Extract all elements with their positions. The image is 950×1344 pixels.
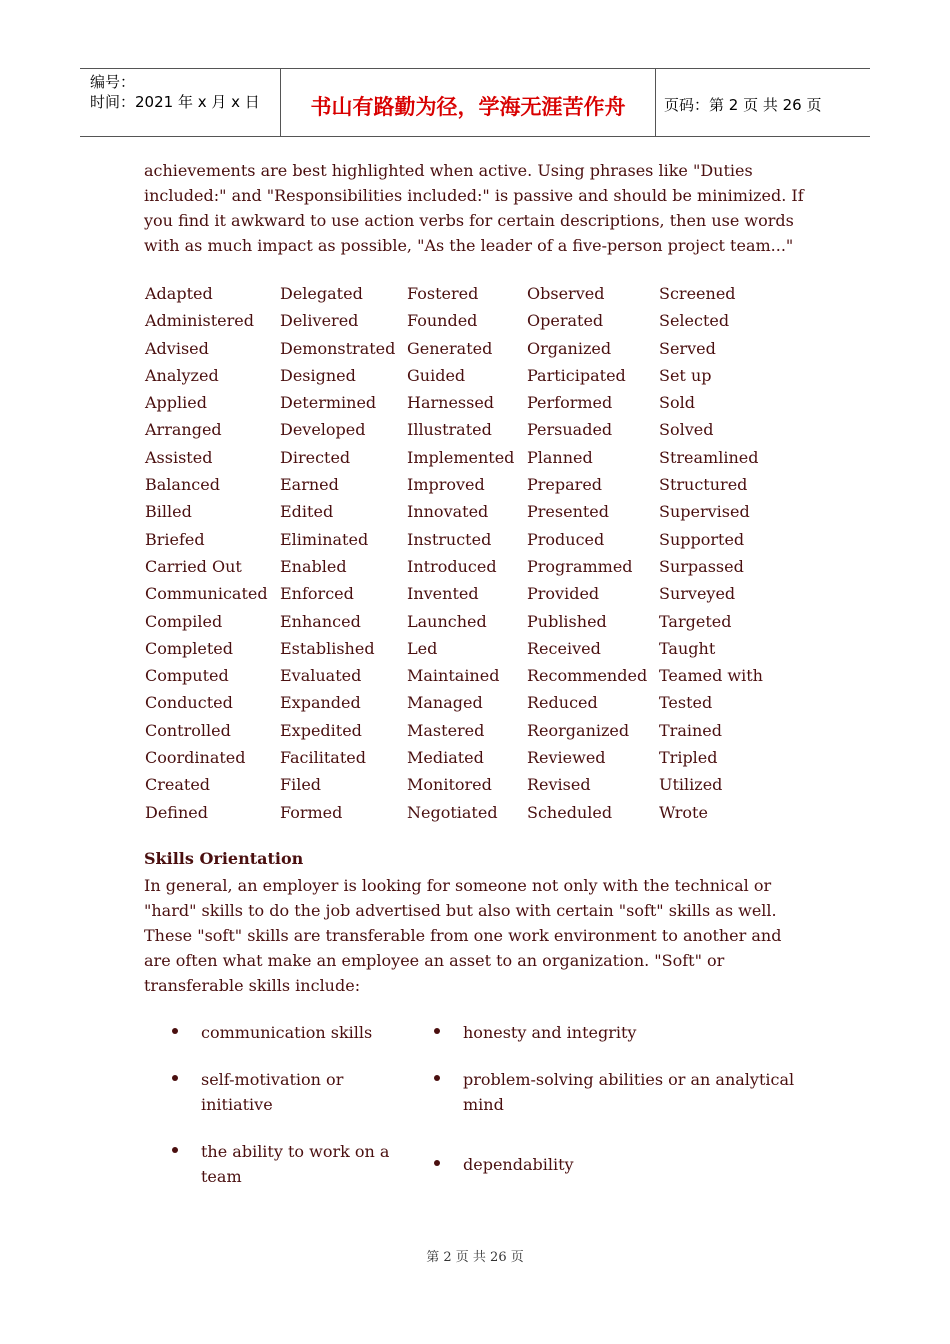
bullet-dot xyxy=(172,1075,178,1081)
action-verb: Received xyxy=(527,638,601,658)
action-verb: Taught xyxy=(659,638,716,658)
verb-column-3 xyxy=(407,281,514,827)
action-verb: Enforced xyxy=(280,584,354,604)
action-verb: Invented xyxy=(407,584,479,604)
action-verb: Harnessed xyxy=(407,393,495,413)
action-verb: Produced xyxy=(527,529,605,549)
action-verb: Reviewed xyxy=(527,748,606,768)
page-footer: 第 2 页 共 26 页 xyxy=(426,1250,524,1265)
action-verb: Managed xyxy=(407,693,483,713)
action-verb: Conducted xyxy=(145,693,233,713)
action-verb: Tripled xyxy=(659,748,718,768)
bullet-dot xyxy=(434,1160,440,1166)
action-verb: Programmed xyxy=(527,556,633,576)
action-verb: Briefed xyxy=(145,529,205,549)
action-verb: Mediated xyxy=(407,748,484,768)
action-verb: Surpassed xyxy=(659,556,744,576)
doc-number-label: 编号： xyxy=(90,73,136,91)
action-verb: Served xyxy=(659,338,716,358)
action-verb: Reduced xyxy=(527,693,598,713)
action-verb: Supported xyxy=(659,529,745,549)
action-verb: Launched xyxy=(407,611,487,631)
action-verb: Negotiated xyxy=(407,802,498,822)
action-verb: Balanced xyxy=(145,475,220,495)
action-verb: Published xyxy=(527,611,607,631)
action-verb: Enhanced xyxy=(280,611,361,631)
action-verb: Streamlined xyxy=(659,447,759,467)
action-verb: Eliminated xyxy=(280,529,369,549)
action-verb: Evaluated xyxy=(280,666,362,686)
bullet-dot xyxy=(434,1075,440,1081)
action-verb: Designed xyxy=(280,365,356,385)
action-verb: Controlled xyxy=(145,720,231,740)
action-verb: Delegated xyxy=(280,284,363,303)
action-verb: Expedited xyxy=(280,720,362,740)
action-verb: Monitored xyxy=(407,775,492,795)
skills-heading: Skills Orientation xyxy=(144,849,304,868)
action-verb: Planned xyxy=(527,447,593,467)
page-header xyxy=(80,68,870,137)
action-verb: Wrote xyxy=(659,802,708,822)
action-verb: Facilitated xyxy=(280,748,366,768)
action-verb: Carried Out xyxy=(145,556,242,576)
bullet-item: self-motivation or initiative xyxy=(201,1070,344,1114)
action-verb: Tested xyxy=(659,693,713,713)
action-verb: Fostered xyxy=(407,284,479,303)
action-verb: Determined xyxy=(280,393,377,413)
action-verb: Arranged xyxy=(145,420,222,440)
action-verb: Founded xyxy=(407,311,478,331)
action-verb: Guided xyxy=(407,365,466,385)
action-verb: Analyzed xyxy=(145,365,219,385)
action-verb: Enabled xyxy=(280,556,347,576)
action-verb: Persuaded xyxy=(527,420,613,440)
action-verb: Delivered xyxy=(280,311,359,331)
action-verb: Formed xyxy=(280,802,343,822)
action-verb: Trained xyxy=(659,720,722,740)
action-verb: Instructed xyxy=(407,529,492,549)
bullet-dot xyxy=(434,1028,440,1034)
action-verb: Organized xyxy=(527,338,612,358)
action-verb: Improved xyxy=(407,475,485,495)
action-verb: Participated xyxy=(527,365,626,385)
action-verb: Utilized xyxy=(659,775,723,795)
action-verb: Adapted xyxy=(145,284,213,303)
action-verb-table xyxy=(145,281,795,826)
action-verb: Led xyxy=(407,638,438,658)
action-verb: Administered xyxy=(145,311,254,331)
motto-text: 书山有路勤为径，学海无涯苦作舟 xyxy=(310,95,626,119)
action-verb: Innovated xyxy=(407,502,489,522)
action-verb: Edited xyxy=(280,502,334,522)
action-verb: Demonstrated xyxy=(280,338,396,358)
bullet-item: problem-solving abilities or an analytical mind xyxy=(463,1070,795,1114)
action-verb: Sold xyxy=(659,393,695,413)
action-verb: Screened xyxy=(659,284,736,303)
action-verb: Solved xyxy=(659,420,714,440)
action-verb: Provided xyxy=(527,584,600,604)
action-verb: Created xyxy=(145,775,211,795)
page-number-label: 页码：第 2 页 共 26 页 xyxy=(664,96,822,114)
action-verb: Completed xyxy=(145,638,234,658)
action-verb: Revised xyxy=(527,775,591,795)
doc-date-label: 时间：2021 年 x 月 x 日 xyxy=(90,93,260,111)
bullet-item: the ability to work on a team xyxy=(201,1142,390,1186)
action-verb: Performed xyxy=(527,393,613,413)
bullet-item: honesty and integrity xyxy=(463,1023,637,1042)
header-motto-cell xyxy=(280,69,656,136)
action-verb: Implemented xyxy=(407,447,515,467)
action-verb: Communicated xyxy=(145,584,268,604)
action-verb: Recommended xyxy=(527,666,648,686)
action-verb: Defined xyxy=(145,802,208,822)
action-verb: Selected xyxy=(659,311,730,331)
action-verb: Structured xyxy=(659,475,748,495)
action-verb: Supervised xyxy=(659,502,750,522)
bullet-item: dependability xyxy=(463,1155,574,1174)
action-verb: Directed xyxy=(280,447,351,467)
action-verb: Applied xyxy=(145,393,207,413)
action-verb: Operated xyxy=(527,311,604,331)
intro-paragraph: achievements are best highlighted when active. Using phrases like "Duties included:" and "Responsibilities included:" is passive and should be minimized. If you find it awkward to use action verbs for certain descriptions, then use words with as much impact as possible, "As the leader of a five-person project team..." xyxy=(144,161,804,255)
action-verb: Scheduled xyxy=(527,802,613,822)
action-verb: Established xyxy=(280,638,375,658)
header-meta-cell xyxy=(80,69,280,136)
bullet-dot xyxy=(172,1147,178,1153)
action-verb: Billed xyxy=(145,502,192,522)
verb-column-5 xyxy=(659,281,763,827)
header-page-cell xyxy=(655,69,870,136)
action-verb: Teamed with xyxy=(659,666,763,686)
action-verb: Coordinated xyxy=(145,748,246,768)
action-verb: Developed xyxy=(280,420,366,440)
action-verb: Reorganized xyxy=(527,720,630,740)
action-verb: Compiled xyxy=(145,611,223,631)
skills-paragraph: In general, an employer is looking for someone not only with the technical or "hard" skills to do the job advertised but also with certain "soft" skills as well. These "soft" skills are transferable from one work environment to another and are often what make an employee an asset to an organization. "Soft" or transferable skills include: xyxy=(144,876,782,995)
action-verb: Prepared xyxy=(527,475,603,495)
action-verb: Introduced xyxy=(407,556,497,576)
verb-column-2 xyxy=(280,281,395,827)
action-verb: Mastered xyxy=(407,720,485,740)
action-verb: Assisted xyxy=(145,447,213,467)
action-verb: Earned xyxy=(280,475,339,495)
action-verb: Generated xyxy=(407,338,493,358)
action-verb: Observed xyxy=(527,284,605,303)
action-verb: Surveyed xyxy=(659,584,736,604)
action-verb: Expanded xyxy=(280,693,361,713)
action-verb: Set up xyxy=(659,365,712,385)
action-verb: Illustrated xyxy=(407,420,492,440)
action-verb: Presented xyxy=(527,502,610,522)
bullet-dot xyxy=(172,1028,178,1034)
verb-column-1 xyxy=(145,281,268,827)
action-verb: Maintained xyxy=(407,666,500,686)
bullet-item: communication skills xyxy=(201,1023,373,1042)
action-verb: Filed xyxy=(280,775,322,795)
verb-column-4 xyxy=(527,281,647,827)
action-verb: Targeted xyxy=(659,611,732,631)
action-verb: Computed xyxy=(145,666,229,686)
action-verb: Advised xyxy=(145,338,209,358)
